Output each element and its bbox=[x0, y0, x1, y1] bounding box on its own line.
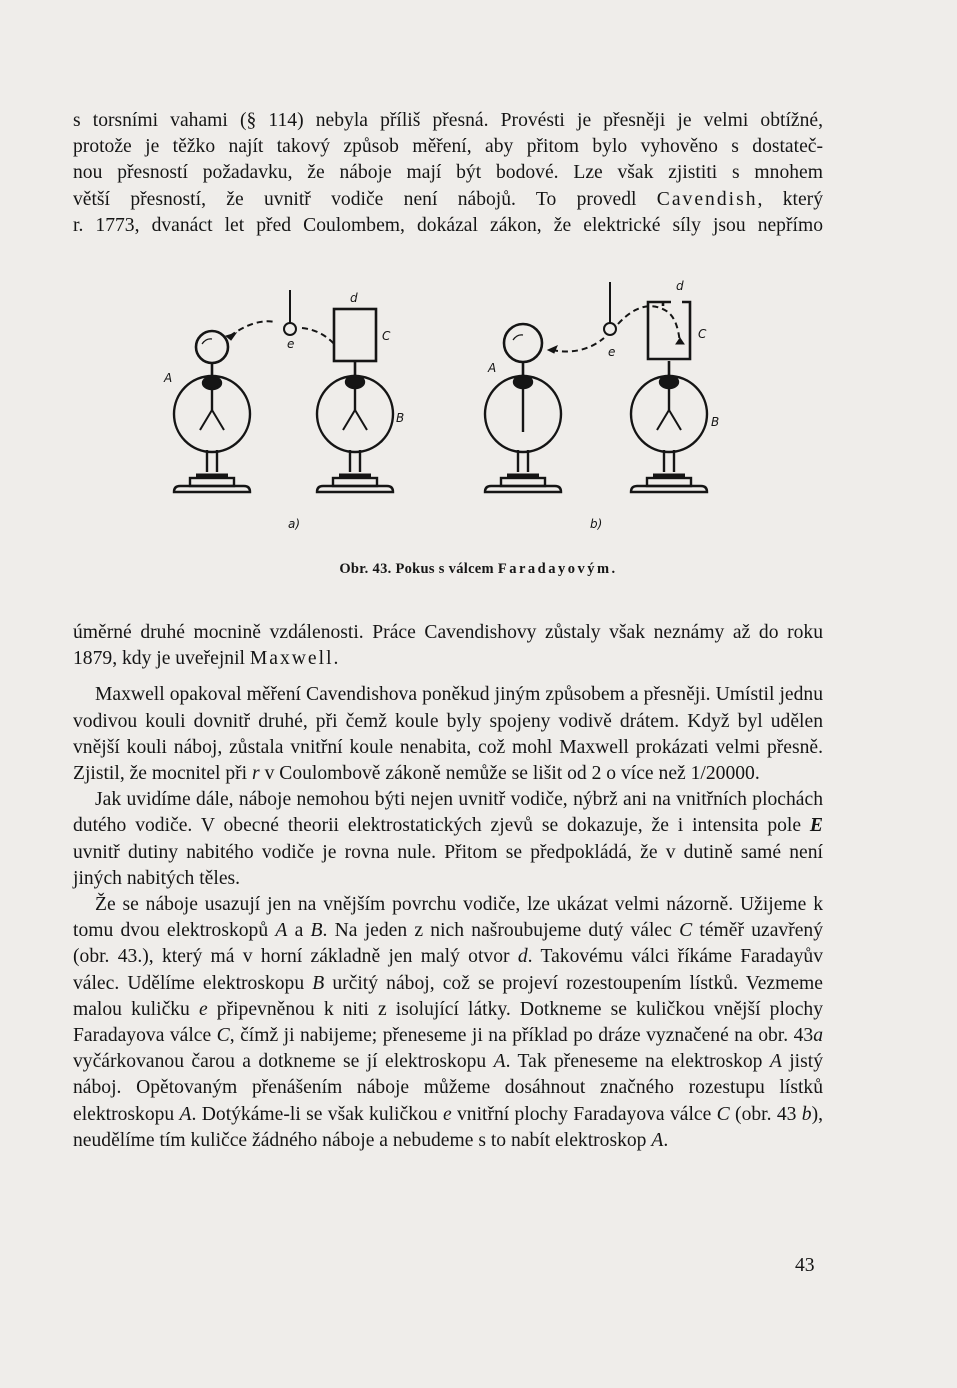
ball-e-left bbox=[284, 290, 296, 335]
text-span: . Na jeden z nich našroubujeme dutý válec bbox=[322, 920, 680, 942]
text-span: vnitřní plochy Faradayova válce bbox=[451, 1103, 717, 1125]
text-line: r. 1773, dvanáct let před Coulombem, dokázal zákon, že elektrické síly jsou nepřímo bbox=[73, 214, 823, 236]
text-span: vyčárkovanou čarou a dotkneme se jí elektroskopu bbox=[73, 1051, 494, 1073]
text-span: určitý náboj, což se projeví rozestoupením lístků. Vezmeme malou kuličku bbox=[73, 972, 823, 1020]
text-line: s torsními vahami (§ 114) nebyla příliš přesná. Provésti je přesněji je velmi obtížné, bbox=[73, 110, 823, 131]
math-var: A bbox=[275, 920, 288, 942]
dashed-path-a bbox=[230, 321, 275, 336]
text-span: v Coulombově zákoně nemůže se lišit od 2 o více než 1/20000. bbox=[259, 763, 760, 785]
paragraph-jak bbox=[73, 787, 823, 892]
text-span: . Dotýkáme-li se však kuličkou bbox=[191, 1103, 443, 1125]
text-span: větší přesností, že uvnitř vodiče není nábojů. To provedl bbox=[73, 188, 657, 210]
text-span: . bbox=[663, 1129, 669, 1151]
math-var: d bbox=[517, 946, 528, 968]
paragraph-maxwell bbox=[73, 682, 823, 787]
text-span: Že se náboje usazují jen na vnějším povrchu vodiče, lze ukázat velmi názorně. Užijeme k tomu dvou elektroskopů bbox=[73, 894, 823, 942]
label-e-right: e bbox=[608, 345, 616, 359]
dashed-path-b bbox=[552, 338, 604, 352]
label-b-right: B bbox=[711, 415, 720, 429]
math-var: A bbox=[493, 1051, 506, 1073]
text-line: protože je těžko najít takový způsob měření, aby přitom bylo vyhověno s dostateč- bbox=[73, 136, 823, 158]
paragraph-ze bbox=[73, 892, 823, 1154]
label-a-left: A bbox=[164, 371, 173, 385]
text-span: téměř uzavřený (obr. 43.), který má v horní základně jen malý otvor bbox=[73, 920, 824, 968]
figure-caption bbox=[0, 561, 957, 578]
math-var: e bbox=[442, 1103, 452, 1125]
label-b-left: B bbox=[396, 411, 405, 425]
label-c-left: C bbox=[382, 329, 391, 343]
text-span: úměrné druhé mocnině vzdálenosti. Práce Cavendishovy zůstaly však neznámy až do roku 1879, kdy je uveřejnil bbox=[73, 622, 823, 670]
text-line bbox=[73, 187, 823, 213]
label-d-right: d bbox=[676, 279, 684, 293]
person-name: Cavendish bbox=[656, 188, 758, 210]
top-paragraph bbox=[73, 108, 823, 239]
person-name: Maxwell bbox=[249, 648, 334, 670]
math-var: r bbox=[252, 763, 260, 785]
caption-text: Obr. 43. Pokus s válcem bbox=[339, 561, 498, 577]
math-var: C bbox=[716, 1103, 730, 1125]
label-c-right: C bbox=[698, 327, 707, 341]
ball-e-right bbox=[604, 282, 616, 335]
math-var: A bbox=[651, 1129, 664, 1151]
math-var: B bbox=[310, 920, 323, 942]
label-d-left: d bbox=[350, 291, 358, 305]
label-e-left: e bbox=[287, 337, 295, 351]
text-span: Maxwell opakoval měření Cavendishova poněkud jiným způsobem a přesněji. Umístil jednu vodivou kouli dovnitř druhé, při čemž koule byly spojeny vodivě drátem. Když byl udělen vnější kouli náboj, zůstala vnitřní koule nenabita, což mohl Maxwell prokázati velmi přesně. Zjistil, že mocnitel při bbox=[73, 684, 823, 785]
body-text bbox=[73, 620, 823, 1154]
text-span: . Takovému válci říkáme Faradayův válec. Udělíme elektroskopu bbox=[73, 946, 823, 994]
label-a-right: A bbox=[488, 361, 497, 375]
faraday-cylinder-figure bbox=[150, 270, 830, 540]
text-span: uvnitř dutiny nabitého vodiče je rovna nule. Přitom se předpokládá, že v dutině samé není jiných nabitých těles. bbox=[73, 841, 823, 889]
math-var: A bbox=[769, 1051, 782, 1073]
text-span: Jak uvidíme dále, náboje nemohou býti nejen uvnitř vodiče, nýbrž ani na vnitřních plochách dutého vodiče. V obecné theorii elektrostatických zjevů se dokazuje, že i intensita pole bbox=[73, 789, 823, 837]
math-var: B bbox=[312, 972, 325, 994]
math-var: a bbox=[813, 1025, 823, 1047]
electroscope-b-right bbox=[631, 302, 707, 492]
text-span: , čímž ji nabijeme; přeneseme ji na příklad po dráze vyznačené na obr. 43 bbox=[229, 1025, 814, 1047]
label-part-b: b) bbox=[590, 517, 603, 531]
page-number: 43 bbox=[795, 1255, 815, 1276]
text-line: nou přesností požadavku, že náboje mají být bodové. Lze však zjistiti s mnohem bbox=[73, 162, 823, 184]
text-span: ), neudělíme tím kuličce žádného náboje a nebudeme s to nabít elektroskop bbox=[73, 1103, 823, 1151]
text-span: , který bbox=[757, 188, 823, 210]
paragraph-continuation bbox=[73, 620, 823, 672]
math-var: A bbox=[179, 1103, 192, 1125]
text-span: jistý náboj. Opětovaným přenášením náboje můžeme dosáhnout značného rozestupu lístků elektroskopu bbox=[73, 1051, 823, 1125]
text-span: . Tak přeneseme na elektroskop bbox=[505, 1051, 770, 1073]
label-part-a: a) bbox=[288, 517, 301, 531]
text-span: a bbox=[287, 920, 311, 942]
math-var: b bbox=[801, 1103, 812, 1125]
caption-name: Faradayovým. bbox=[497, 561, 618, 577]
math-var: e bbox=[198, 998, 208, 1020]
text-span: . bbox=[333, 648, 339, 670]
math-vector: E bbox=[809, 815, 823, 837]
text-span: připevněnou k niti z isolující látky. Dotkneme se kuličkou vnější plochy Faradayova válce bbox=[73, 998, 823, 1047]
electroscope-a-left bbox=[174, 331, 250, 492]
text-span: (obr. 43 bbox=[729, 1103, 802, 1125]
math-var: C bbox=[679, 920, 693, 942]
math-var: C bbox=[216, 1025, 230, 1047]
